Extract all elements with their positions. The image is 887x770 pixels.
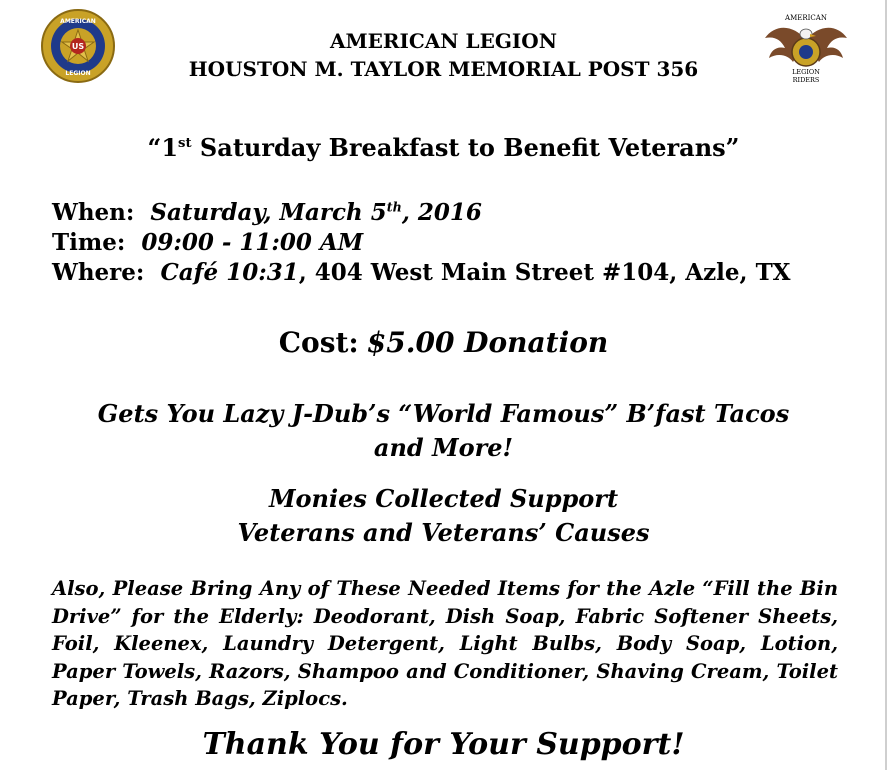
- event-title: “1st Saturday Breakfast to Benefit Veterans”: [147, 133, 740, 162]
- svg-text:AMERICAN: AMERICAN: [785, 14, 827, 22]
- cost-label: Cost:: [278, 326, 359, 359]
- cost-line: [0, 326, 887, 359]
- organization-name: AMERICAN LEGION: [329, 29, 557, 53]
- svg-text:US: US: [71, 42, 85, 51]
- post-header: [0, 27, 887, 83]
- cost-value: $5.00 Donation: [366, 326, 609, 359]
- where-label: Where:: [52, 259, 145, 286]
- monies-note: Monies Collected Support Veterans and Veterans’ Causes: [237, 484, 650, 547]
- venue-name: Café 10:31: [160, 259, 299, 286]
- where-row: [52, 258, 791, 288]
- when-label: When:: [52, 199, 135, 226]
- event-details: [52, 198, 791, 288]
- svg-text:LEGION: LEGION: [792, 68, 820, 76]
- time-row: [52, 228, 791, 258]
- when-value: Saturday, March 5th, 2016: [150, 199, 482, 226]
- post-name: HOUSTON M. TAYLOR MEMORIAL POST 356: [188, 57, 699, 81]
- time-value: 09:00 - 11:00 AM: [141, 229, 364, 256]
- svg-text:AMERICAN: AMERICAN: [60, 18, 96, 25]
- tacos-note: Gets You Lazy J-Dub’s “World Famous” B’fast Tacos and More!: [97, 399, 790, 462]
- time-label: Time:: [52, 229, 126, 256]
- when-row: [52, 198, 791, 228]
- venue-address: , 404 West Main Street #104, Azle, TX: [298, 259, 791, 286]
- svg-text:LEGION: LEGION: [65, 70, 91, 77]
- svg-text:RIDERS: RIDERS: [792, 76, 820, 84]
- thank-you-line: Thank You for Your Support!: [202, 727, 685, 762]
- donation-items-paragraph: Also, Please Bring Any of These Needed Items for the Azle “Fill the Bin Drive” for the Elderly: Deodorant, Dish Soap, Fabric Softener Sheets, Foil, Kleenex, Laundry Detergent, Light Bulbs, Body Soap, Lotion, Paper Towels, Razors, Shampoo and Conditioner, Shaving Cream, Toilet Paper, Trash Bags, Ziplocs.: [52, 577, 838, 710]
